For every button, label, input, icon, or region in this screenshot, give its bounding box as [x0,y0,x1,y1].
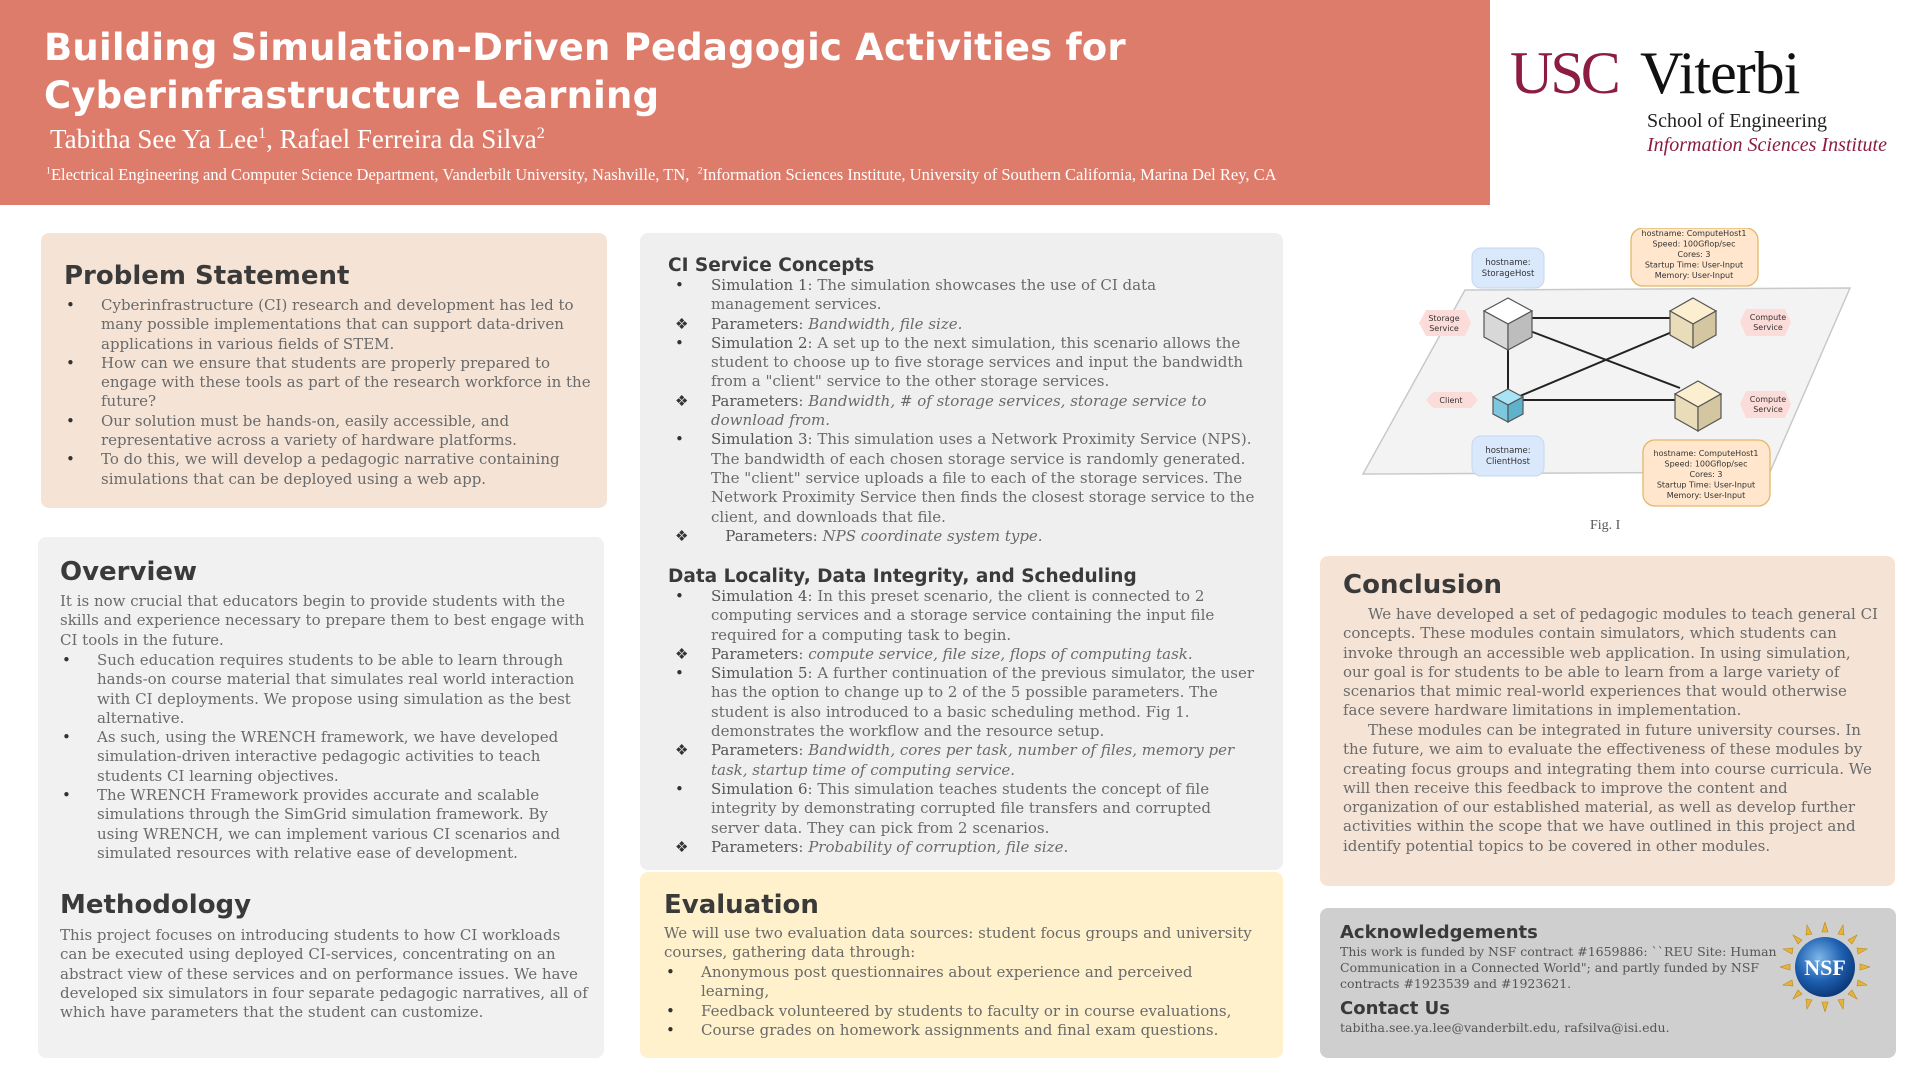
author-1-sup: 1 [258,124,267,142]
overview-title: Overview [60,557,198,587]
item-label: Parameters [711,644,799,663]
sim-item-6 [640,780,1255,838]
compute-host-2-memory: Memory: User-Input [1666,491,1746,500]
logo-usc: USC [1510,40,1618,106]
item-label: Simulation 3 [711,430,808,449]
item-label: Parameters [711,391,799,410]
item-label: Simulation 6 [711,779,808,798]
problem-bullet: • To do this, we will develop a pedagogic narrative containing simulations that can be deployed using a web app. [64,450,594,489]
item-text: : [798,314,809,333]
sim-item-2 [640,334,1255,392]
affil-2-sup: 2 [697,165,703,177]
contact-emails: tabitha.see.ya.lee@vanderbilt.edu, rafsilva@isi.edu. [1340,1020,1670,1035]
authors [50,124,545,155]
methodology-text: This project focuses on introducing students to how CI workloads can be executed using deployed CI-services, concentrating on an abstract view of these services and on performance issues. We have developed six simulators in four separate pedagogic narratives, all of which have parameters that the student can customize. [60,926,588,1022]
bullet-marker: • [675,587,684,605]
item-italic: Probability of corruption, file size. [808,837,1069,856]
item-text: : In this preset scenario, the client is connected to 2 computing services and a storage service containing the input file required for a computing task to begin. [711,587,1215,644]
figure-caption: Fig. I [1590,518,1621,533]
ci-concepts-list [640,276,1255,546]
item-italic: Bandwidth, # of storage services, storage service to download from. [711,391,1207,430]
item-label: Parameters [711,526,813,545]
data-locality-title: Data Locality, Data Integrity, and Scheduling [668,566,1137,587]
evaluation-list [664,963,1234,1040]
acknowledgements-text: This work is funded by NSF contract #1659886: ``REU Site: Human Communication in a Connected World"; and partly funded by NSF contracts #1923539 and #1923621. [1340,944,1777,991]
item-label: Parameters [711,314,799,333]
param-item-3 [640,527,1255,546]
item-italic: compute service, file size, flops of computing task. [808,644,1193,663]
title-line-2: Cyberinfrastructure Learning [44,74,660,117]
bullet-marker: • [675,333,684,352]
compute-host-1-startup: Startup Time: User-Input [1644,260,1744,270]
logo-viterbi: Viterbi [1640,40,1800,106]
overview-panel [38,537,604,1058]
compute-host-1-memory: Memory: User-Input [1654,271,1734,280]
compute-host-1-name: hostname: ComputeHost1 [1641,229,1747,238]
diamond-marker: ❖ [675,314,689,333]
item-label: Simulation 5 [711,664,808,683]
evaluation-intro: We will use two evaluation data sources: student focus groups and university courses, gathering data through: [664,924,1252,962]
nsf-logo [1780,922,1870,1012]
author-1: Tabitha See Ya Lee [50,124,259,154]
evaluation-bullet: • Anonymous post questionnaires about experience and perceived learning, [664,963,1234,1002]
contact-title: Contact Us [1340,998,1451,1019]
sim-item-4 [640,587,1255,645]
item-text: : A further continuation of the previous simulator, the user has the option to change up to 2 of the 5 possible parameters. The student is also introduced to a basic scheduling method. Fig 1. demonstrates the workflow and the resource setup. [711,664,1255,741]
problem-bullet: • Cyberinfrastructure (CI) research and development has led to many possible implementations that can support data-driven applications in various fields of STEM. [64,296,594,354]
sim-item-5 [640,664,1255,741]
storage-service-label-1: Storage [1428,314,1460,323]
compute-host-1-speed: Speed: 100Gflop/sec [1652,239,1736,249]
compute-host-2-name: hostname: ComputeHost1 [1653,449,1759,458]
conclusion-panel [1320,556,1895,886]
item-label: Simulation 2 [711,333,808,352]
problem-statement-panel [41,233,607,508]
compute-service-1-label-1: Compute [1749,313,1787,322]
bullet-marker: • [675,664,684,683]
item-text: : [812,526,823,545]
bullet-marker: • [675,276,684,294]
overview-intro: It is now crucial that educators begin to provide students with the skills and experience necessary to prepare them to best engage with CI tools in the future. [60,592,585,649]
overview-bullet: • The WRENCH Framework provides accurate and scalable simulations through the SimGrid simulation framework. By using WRENCH, we can implement various CI scenarios and simulated resources with relative ease of development. [60,786,588,863]
resource-setup-diagram [1360,228,1880,538]
item-text: : A set up to the next simulation, this scenario allows the student to choose up to five storage services and input the bandwidth from a "client" service to the other storage services. [711,333,1244,391]
item-italic: NPS coordinate system type. [822,526,1043,545]
evaluation-bullet: • Feedback volunteered by students to faculty or in course evaluations, [664,1002,1234,1021]
affiliations [46,165,1277,185]
diamond-marker: ❖ [675,837,689,856]
compute-host-2-speed: Speed: 100Gflop/sec [1664,459,1748,469]
param-item-2 [640,392,1255,431]
item-text: : [798,644,809,663]
bullet-marker: • [675,430,684,449]
diamond-marker: ❖ [675,391,689,410]
compute-host-2-cores: Cores: 3 [1689,470,1723,479]
storage-service-label-2: Service [1429,324,1459,333]
storage-host-label-1: hostname: [1485,258,1531,268]
item-text: : This simulation uses a Network Proximity Service (NPS). The bandwidth of each chosen storage service is randomly generated. The "client" service uploads a file to each of the storage services. The Network Proximity Service then finds the closest storage service to the client, and downloads that file. [711,430,1255,526]
storage-host-box [1472,248,1544,288]
compute-service-2-label-1: Compute [1749,395,1787,404]
diamond-marker: ❖ [675,526,689,545]
item-italic: Bandwidth, file size. [808,314,963,333]
acknowledgements-title: Acknowledgements [1340,922,1538,943]
client-label: Client [1439,396,1463,405]
compute-host-1-cores: Cores: 3 [1677,250,1711,259]
client-computer-icon [1493,389,1523,422]
author-2-sup: 2 [536,124,545,142]
conclusion-paragraph-1: We have developed a set of pedagogic modules to teach general CI concepts. These modules contain simulators, which students can invoke through an accessible web application. In using simulation, our goal is for students to be able to learn from a large variety of scenarios that mimic real-world experiences that would otherwise face severe hardware limitations in implementation. [1343,605,1878,720]
client-host-box [1472,436,1544,476]
param-item-1 [640,315,1255,334]
item-label: Simulation 4 [711,587,808,605]
simulations-panel [640,233,1283,870]
item-text: : This simulation teaches students the concept of file integrity by demonstrating corrupted file transfers and corrupted server data. They can pick from 2 scenarios. [711,779,1211,837]
affil-2: Information Sciences Institute, University of Southern California, Marina Del Rey, CA [702,165,1277,184]
logo-school: School of Engineering [1647,110,1827,132]
logo-isi: Information Sciences Institute [1647,134,1887,156]
evaluation-title: Evaluation [664,890,819,920]
compute-service-1-label-2: Service [1753,323,1783,332]
title-line-1: Building Simulation-Driven Pedagogic Activities for [44,26,1126,69]
poster-header [0,0,1490,205]
item-text: : [798,741,809,760]
poster-title [44,24,1444,120]
conclusion-paragraph-2: These modules can be integrated in future university courses. In the future, we aim to evaluate the effectiveness of these modules by creating focus groups and integrating them into course curricula. We will then receive this feedback to improve the content and organization of our established material, as well as develop further activities within the scope that we have outlined in this project and identify potential topics to be covered in other modules. [1343,721,1872,855]
param-item-4 [640,645,1255,664]
item-text: : [798,837,809,856]
overview-list [60,651,588,863]
evaluation-bullet: • Course grades on homework assignments and final exam questions. [664,1021,1234,1040]
client-host-label-2: ClientHost [1486,457,1530,467]
problem-bullet: • Our solution must be hands-on, easily accessible, and representative across a variety of hardware platforms. [64,412,594,451]
affil-1-sup: 1 [46,165,51,177]
overview-bullet: • Such education requires students to be able to learn through hands-on course material that simulates real world interaction with CI deployments. We propose using simulation as the best alternative. [60,651,588,728]
overview-bullet: • As such, using the WRENCH framework, we have developed simulation-driven interactive pedagogic activities to teach students CI learning objectives. [60,728,588,786]
sim-item-3 [640,430,1255,526]
affil-1: Electrical Engineering and Computer Science Department, Vanderbilt University, Nashville, TN, [50,165,698,184]
ci-concepts-title: CI Service Concepts [668,255,875,276]
bullet-marker: • [675,779,684,798]
client-host-label-1: hostname: [1485,446,1531,456]
problem-bullet: • How can we ensure that students are properly prepared to engage with these tools as part of the research workforce in the future? [64,354,594,412]
author-sep: , [266,124,280,154]
item-label: Parameters [711,741,799,760]
problem-title: Problem Statement [64,261,350,291]
compute-service-2-label-2: Service [1753,405,1783,414]
sim-item-1 [640,276,1255,315]
param-item-6 [640,838,1255,857]
problem-list [64,296,594,489]
item-label: Simulation 1 [711,276,808,294]
diamond-marker: ❖ [675,741,689,760]
item-label: Parameters [711,837,799,856]
usc-viterbi-logo [1510,38,1910,168]
methodology-title: Methodology [60,890,252,920]
item-text: : [798,391,809,410]
author-2: Rafael Ferreira da Silva [279,124,537,154]
diamond-marker: ❖ [675,644,689,663]
item-italic: Bandwidth, cores per task, number of files, memory per task, startup time of computing service. [711,741,1235,779]
evaluation-panel [640,872,1283,1058]
data-locality-list [640,587,1255,857]
storage-host-label-2: StorageHost [1481,269,1535,279]
conclusion-title: Conclusion [1343,570,1503,600]
nsf-logo-text: NSF [1804,955,1846,980]
item-text: : The simulation showcases the use of CI data management services. [711,276,1157,314]
param-item-5 [640,741,1255,780]
compute-host-2-startup: Startup Time: User-Input [1656,480,1756,490]
